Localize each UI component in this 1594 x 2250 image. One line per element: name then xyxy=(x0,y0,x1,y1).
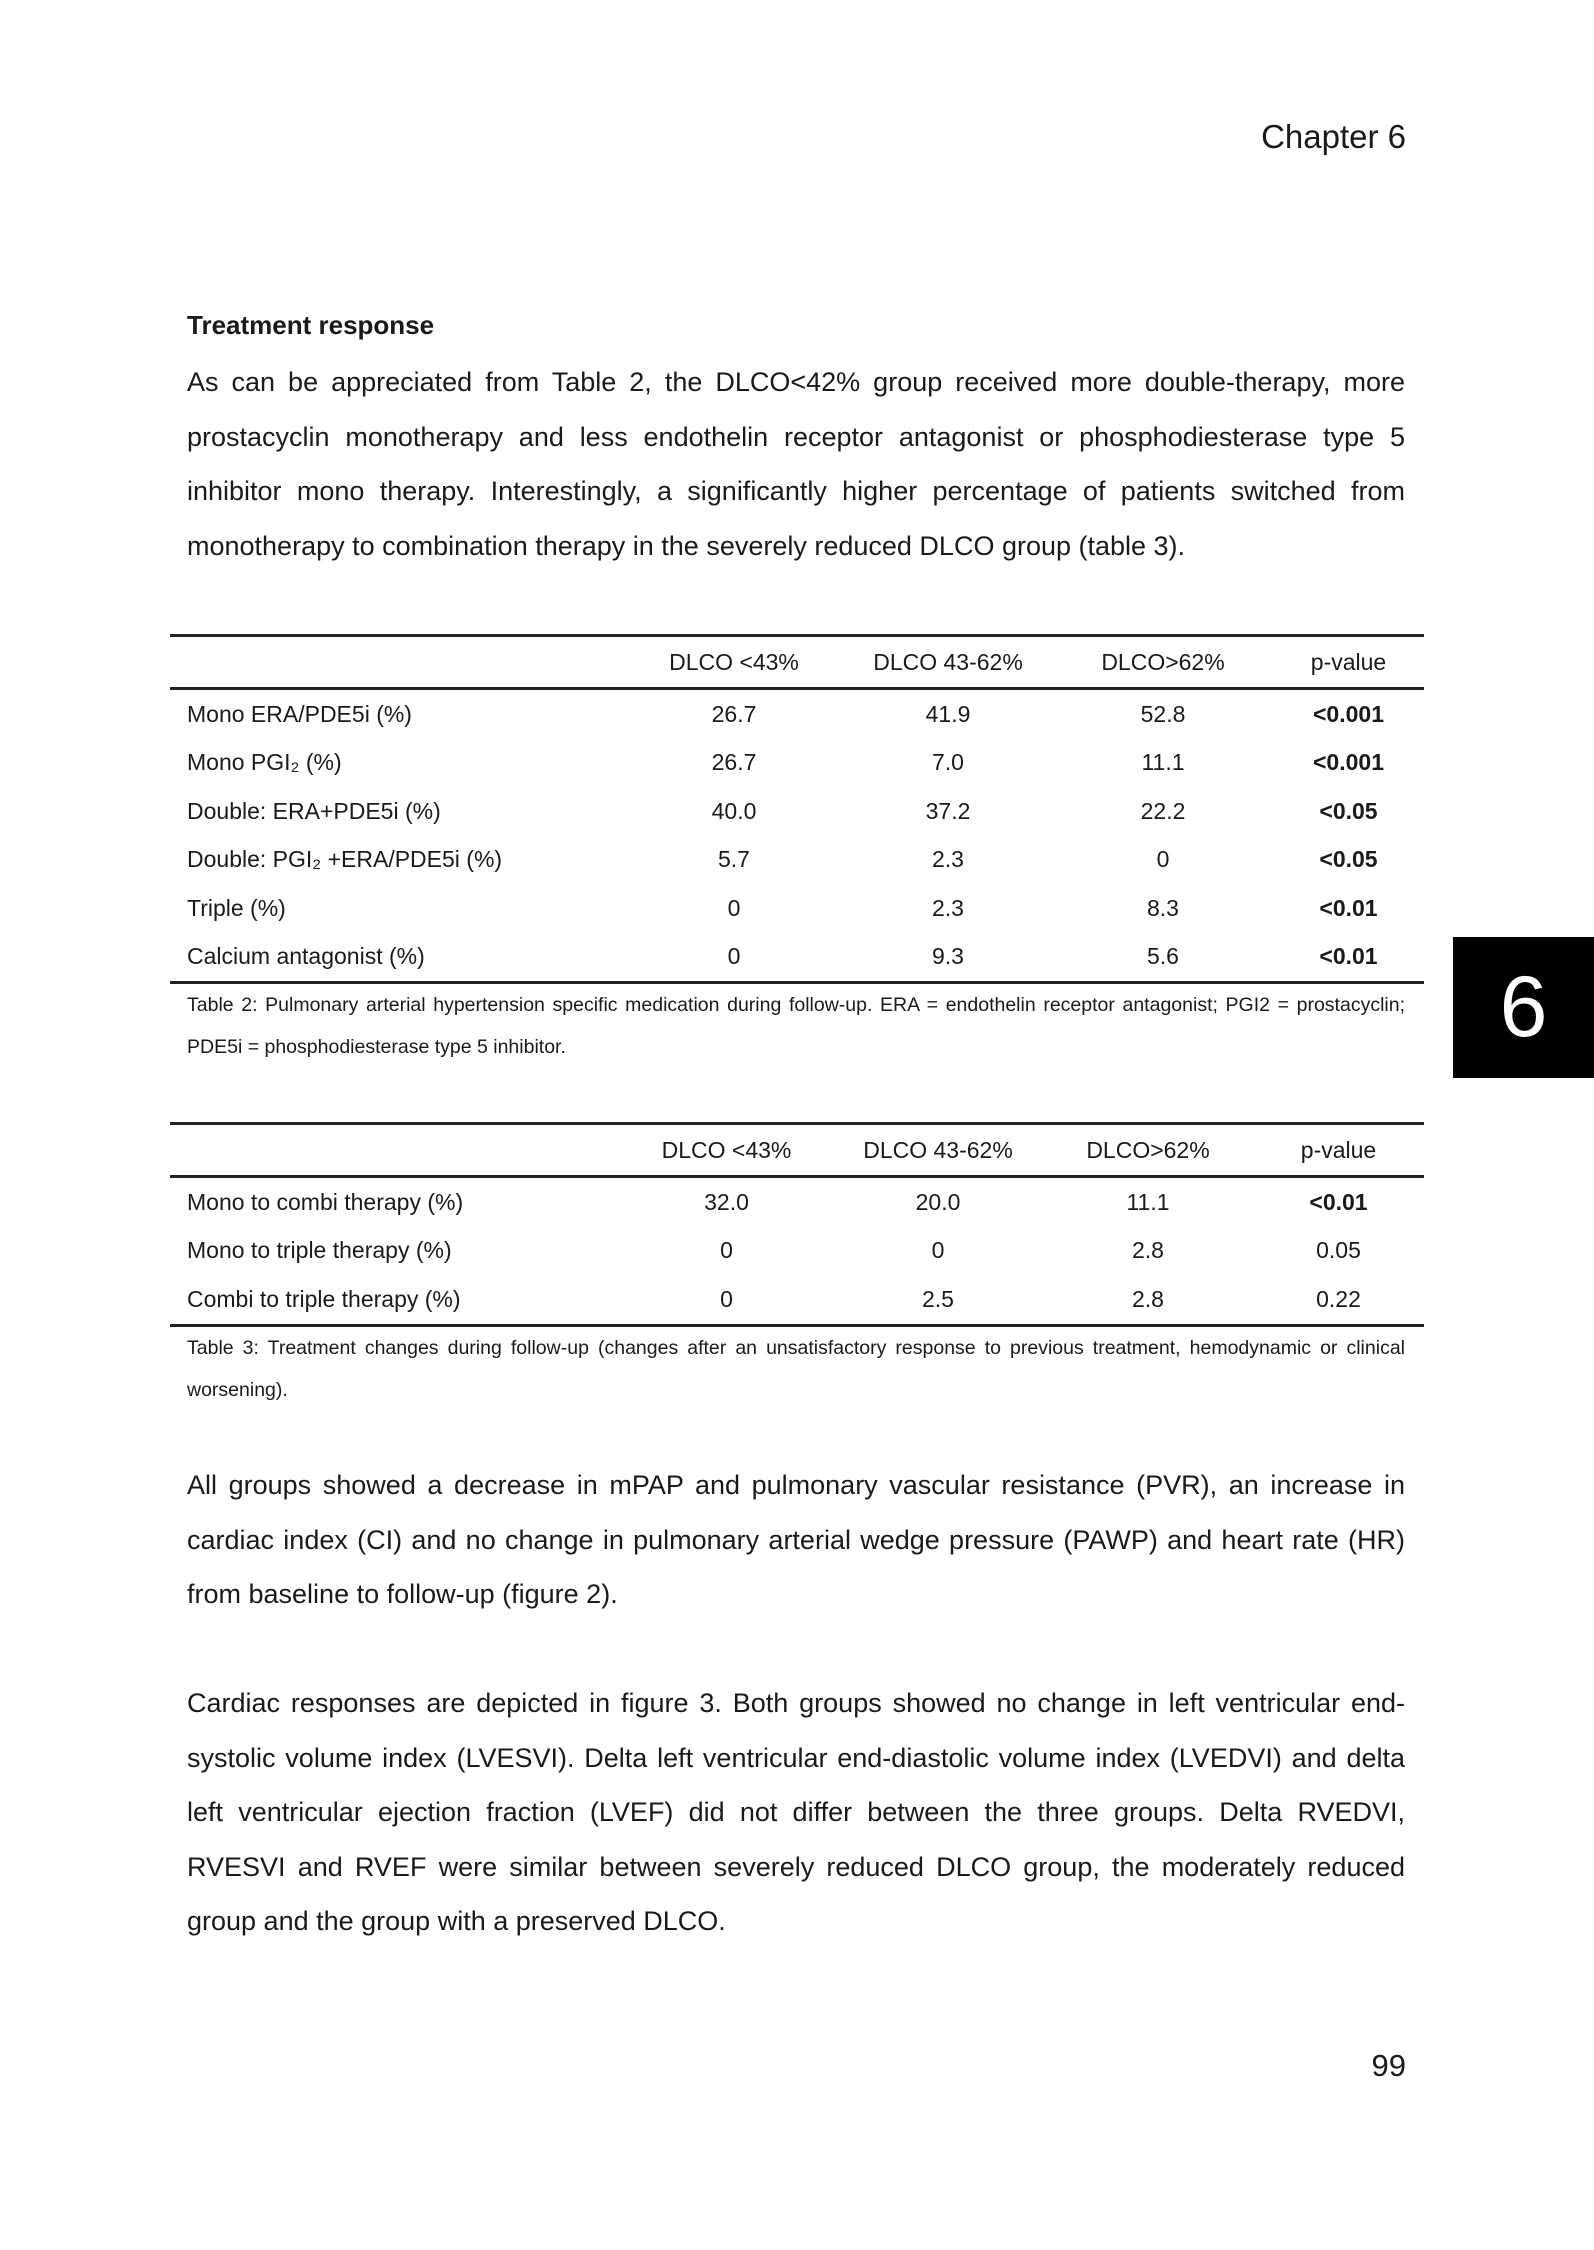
table-cell: 2.8 xyxy=(1043,1275,1253,1325)
table-row xyxy=(170,884,1424,933)
table-cell: 11.1 xyxy=(1141,749,1185,776)
p-value-cell: <0.001 xyxy=(1313,749,1384,776)
table-cell: 2.8 xyxy=(1132,1237,1164,1264)
table-2-header-row xyxy=(170,636,1424,689)
p-value-cell: <0.001 xyxy=(1313,700,1384,727)
column-header: DLCO>62% xyxy=(1043,1124,1253,1177)
p-value-cell: <0.05 xyxy=(1319,797,1378,824)
table-cell: 8.3 xyxy=(1147,894,1179,921)
row-label: Combi to triple therapy (%) xyxy=(170,1275,620,1325)
p-value-cell: <0.05 xyxy=(1319,846,1378,873)
table-cell: 26.7 xyxy=(711,700,757,727)
table-cell: 52.8 xyxy=(1140,700,1186,727)
table-cell: 0 xyxy=(727,894,741,921)
row-label: Mono PGI₂ (%) xyxy=(187,749,342,776)
paragraph-treatment-response: As can be appreciated from Table 2, the DLCO<42% group received more double-therapy, more prostacyclin monotherapy and less endothelin receptor antagonist or phosphodiesterase type 5 inhibitor mono therapy. Interestingly, a significantly higher percentage of patients switched from monotherapy to combination therapy in the severely reduced DLCO group (table 3). xyxy=(187,367,1405,561)
table-cell: 7.0 xyxy=(932,749,964,776)
table-row xyxy=(170,1177,1424,1227)
paragraph-cardiac-responses: Cardiac responses are depicted in figure 3. Both groups showed no change in left ventricular end-systolic volume index (LVESVI). Delta left ventricular end-diastolic volume index (LVEDVI) and delta left ventricular ejection fraction (LVEF) did not differ between the three groups. Delta RVEDVI, RVESVI and RVEF were similar between severely reduced DLCO group, the moderately reduced group and the group with a preserved DLCO. xyxy=(187,1688,1405,1936)
table-row xyxy=(170,689,1424,739)
table-row xyxy=(170,787,1424,836)
column-header: DLCO 43-62% xyxy=(833,1124,1043,1177)
row-label: Mono to triple therapy (%) xyxy=(187,1237,452,1264)
page-number: 99 xyxy=(1371,2048,1406,2083)
table-cell: 2.3 xyxy=(932,894,964,921)
row-label: Double: ERA+PDE5i (%) xyxy=(187,797,441,824)
table-cell: 32.0 xyxy=(704,1188,749,1215)
table-row xyxy=(170,739,1424,788)
table-cell: 11.1 xyxy=(1126,1188,1170,1215)
table-cell: 0 xyxy=(1156,846,1170,873)
p-value-cell: 0.05 xyxy=(1316,1237,1361,1264)
table-3-header-row xyxy=(170,1124,1424,1177)
column-header: p-value xyxy=(1253,1124,1424,1177)
row-label: Mono ERA/PDE5i (%) xyxy=(187,700,412,727)
row-label: Double: PGI₂ +ERA/PDE5i (%) xyxy=(187,846,503,873)
row-label: Triple (%) xyxy=(187,894,286,921)
column-header: DLCO <43% xyxy=(620,1124,833,1177)
table-cell: 0 xyxy=(625,933,843,983)
p-value-cell: <0.01 xyxy=(1273,933,1424,983)
p-value-cell: <0.01 xyxy=(1319,894,1378,921)
column-header: DLCO 43-62% xyxy=(843,636,1053,689)
column-header: DLCO <43% xyxy=(625,636,843,689)
table-2-caption: Table 2: Pulmonary arterial hypertension specific medication during follow-up. ERA = endothelin receptor antagonist; PGI2 = prostacyclin; PDE5i = phosphodiesterase type 5 inhibitor. xyxy=(187,994,1405,1058)
paragraph-hemodynamics: All groups showed a decrease in mPAP and pulmonary vascular resistance (PVR), an increase in cardiac index (CI) and no change in pulmonary arterial wedge pressure (PAWP) and heart rate (HR) from baseline to follow-up (figure 2). xyxy=(187,1470,1405,1609)
table-cell: 2.3 xyxy=(932,846,964,873)
column-header: p-value xyxy=(1273,636,1424,689)
column-header: DLCO>62% xyxy=(1053,636,1273,689)
chapter-tab: 6 xyxy=(1453,937,1594,1078)
table-row xyxy=(170,933,1424,983)
p-value-cell: <0.01 xyxy=(1309,1188,1368,1215)
column-header xyxy=(170,636,625,689)
table-cell: 37.2 xyxy=(925,797,971,824)
table-cell: 22.2 xyxy=(1140,797,1186,824)
table-row xyxy=(170,1227,1424,1276)
table-cell: 5.7 xyxy=(718,846,750,873)
table-row xyxy=(170,1275,1424,1325)
table-2 xyxy=(170,634,1424,984)
table-2-block xyxy=(170,634,1424,1068)
table-cell: 40.0 xyxy=(711,797,757,824)
table-3 xyxy=(170,1122,1424,1327)
table-cell: 0 xyxy=(720,1237,733,1264)
table-3-caption: Table 3: Treatment changes during follow-up (changes after an unsatisfactory response to previous treatment, hemodynamic or clinical worsening). xyxy=(187,1336,1405,1401)
table-cell: 41.9 xyxy=(925,700,971,727)
row-label: Mono to combi therapy (%) xyxy=(187,1188,464,1215)
table-3-block xyxy=(170,1122,1424,1411)
table-cell: 0 xyxy=(931,1237,945,1264)
table-cell: 0 xyxy=(620,1275,833,1325)
table-cell: 2.5 xyxy=(833,1275,1043,1325)
column-header xyxy=(170,1124,620,1177)
table-cell: 20.0 xyxy=(915,1188,961,1215)
section-heading: Treatment response xyxy=(187,310,435,340)
table-row xyxy=(170,836,1424,885)
table-cell: 26.7 xyxy=(711,749,757,776)
chapter-header: Chapter 6 xyxy=(1261,118,1406,155)
p-value-cell: 0.22 xyxy=(1253,1275,1424,1325)
table-cell: 5.6 xyxy=(1053,933,1273,983)
table-cell: 9.3 xyxy=(843,933,1053,983)
row-label: Calcium antagonist (%) xyxy=(170,933,625,983)
